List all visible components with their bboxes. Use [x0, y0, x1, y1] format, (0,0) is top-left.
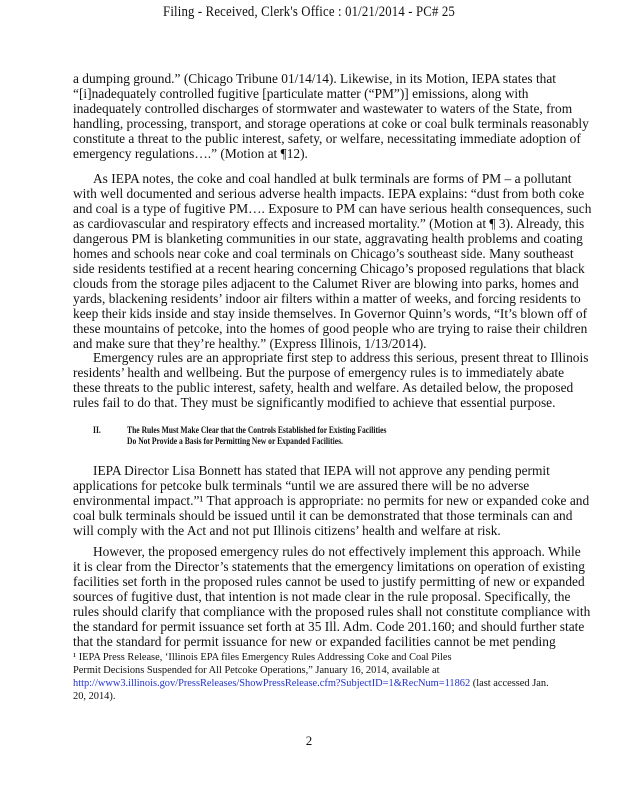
p4-line: will comply with the Act and not put Illinois citizens’ health and welfare at risk.	[73, 523, 501, 538]
page-number: 2	[305, 733, 313, 748]
p3-line: residents’ health and wellbeing. But the purpose of emergency rules is to immediately abate	[73, 365, 565, 380]
footnote-line2: Permit Decisions Suspended for All Petcoke Operations,” January 16, 2014, available at	[73, 665, 440, 676]
p2-line: and coal is a type of fugitive PM…. Exposure to PM can have serious health consequences, such	[73, 201, 592, 216]
p2-line: As IEPA notes, the coke and coal handled at bulk terminals are forms of PM – a pollutant	[93, 171, 572, 186]
p2-line: dangerous PM is blanketing communities in our state, aggravating health problems and coating	[73, 231, 583, 246]
p5-line: the standard for permit issuance set forth at 35 Ill. Adm. Code 201.160; and should further state	[73, 619, 585, 634]
p1-line: constitute a threat to the public interest, safety, or welfare, necessitating immediate adoption of	[73, 131, 581, 146]
p4-line: coal bulk terminals should be issued until it can be demonstrated that those terminals can and	[73, 508, 573, 523]
p5-line: sources of fugitive dust, that intention is not made clear in the rule proposal. Specifically, the	[73, 589, 571, 604]
section-heading-line2: Do Not Provide a Basis for Permitting New or Expanded Facilities.	[127, 437, 343, 447]
p3-line: Emergency rules are an appropriate first step to address this serious, present threat to Illinois	[93, 350, 589, 365]
footnote-line1: ¹ IEPA Press Release, ‘Illinois EPA files Emergency Rules Addressing Coke and Coal Piles	[73, 652, 452, 663]
section-heading-line1: The Rules Must Make Clear that the Controls Established for Existing Facilities	[127, 426, 387, 436]
section-number: II.	[93, 426, 101, 436]
p2-line: with well documented and serious adverse health impacts. IEPA explains: “dust from both coke	[73, 186, 585, 201]
p2-line: yards, blackening residents’ indoor air filters within a matter of weeks, and forcing residents to	[73, 291, 581, 306]
p1-line: “[i]nadequately controlled fugitive [particulate matter (“PM”)] emissions, along with	[73, 86, 529, 101]
p5-line: rules should clarify that compliance with the proposed rules shall not constitute compliance with	[73, 604, 591, 619]
p1-line: handling, processing, transport, and storage operations at coke or coal bulk terminals reasonably	[73, 116, 589, 131]
p2-line: clouds from the storage piles adjacent to the Calumet River are blowing into parks, homes and	[73, 276, 579, 291]
p2-line: and make sure that they’re healthy.” (Express Illinois, 1/13/2014).	[73, 336, 427, 351]
p5-line: that the standard for permit issuance for new or expanded facilities cannot be met pending	[73, 634, 556, 649]
p2-line: side residents testified at a recent hearing concerning Chicago’s proposed regulations that black	[73, 261, 585, 276]
p2-line: as cardiovascular and respiratory effects and increased mortality.” (Motion at ¶ 3). Already, this	[73, 216, 585, 231]
p1-line: emergency regulations….” (Motion at ¶12).	[73, 146, 308, 161]
p2-line: keep their kids inside and stay inside themselves. In Governor Quinn’s words, “It’s blown off of	[73, 306, 588, 321]
p5-line: However, the proposed emergency rules do not effectively implement this approach. While	[93, 544, 581, 559]
p4-line: IEPA Director Lisa Bonnett has stated that IEPA will not approve any pending permit	[93, 463, 550, 478]
p3-line: these threats to the public interest, safety, health and welfare. As detailed below, the proposed	[73, 380, 574, 395]
p1-line: a dumping ground.” (Chicago Tribune 01/14/14). Likewise, in its Motion, IEPA states that	[73, 71, 557, 86]
footnote-line3	[73, 677, 549, 690]
p2-line: homes and schools near coke and coal terminals on Chicago’s southeast side. Many southeast	[73, 246, 574, 261]
p3-line: rules fail to do that. They must be significantly modified to achieve that essential purpose.	[73, 395, 556, 410]
p1-line: inadequately controlled discharges of stormwater and wastewater to waters of the State, from	[73, 101, 573, 116]
footnote-text: (last accessed Jan.	[470, 678, 549, 689]
footnote-line4: 20, 2014).	[73, 691, 116, 702]
p5-line: facilities set forth in the proposed rules cannot be used to justify permitting of new or expanded	[73, 574, 585, 589]
footnote-link[interactable]: http://www3.illinois.gov/PressReleases/ShowPressRelease.cfm?SubjectID=1&RecNum=11862	[73, 678, 471, 689]
p5-line: it is clear from the Director’s statements that the emergency limitations on operation of existing	[73, 559, 585, 574]
p4-line: applications for petcoke bulk terminals “until we are assured there will be no adverse	[73, 478, 530, 493]
p4-line: environmental impact.”¹ That approach is appropriate: no permits for new or expanded coke and	[73, 493, 590, 508]
filing-header: Filing - Received, Clerk's Office : 01/21/2014 - PC# 25	[163, 4, 455, 20]
p2-line: these mountains of petcoke, into the homes of good people who are trying to raise their children	[73, 321, 588, 336]
